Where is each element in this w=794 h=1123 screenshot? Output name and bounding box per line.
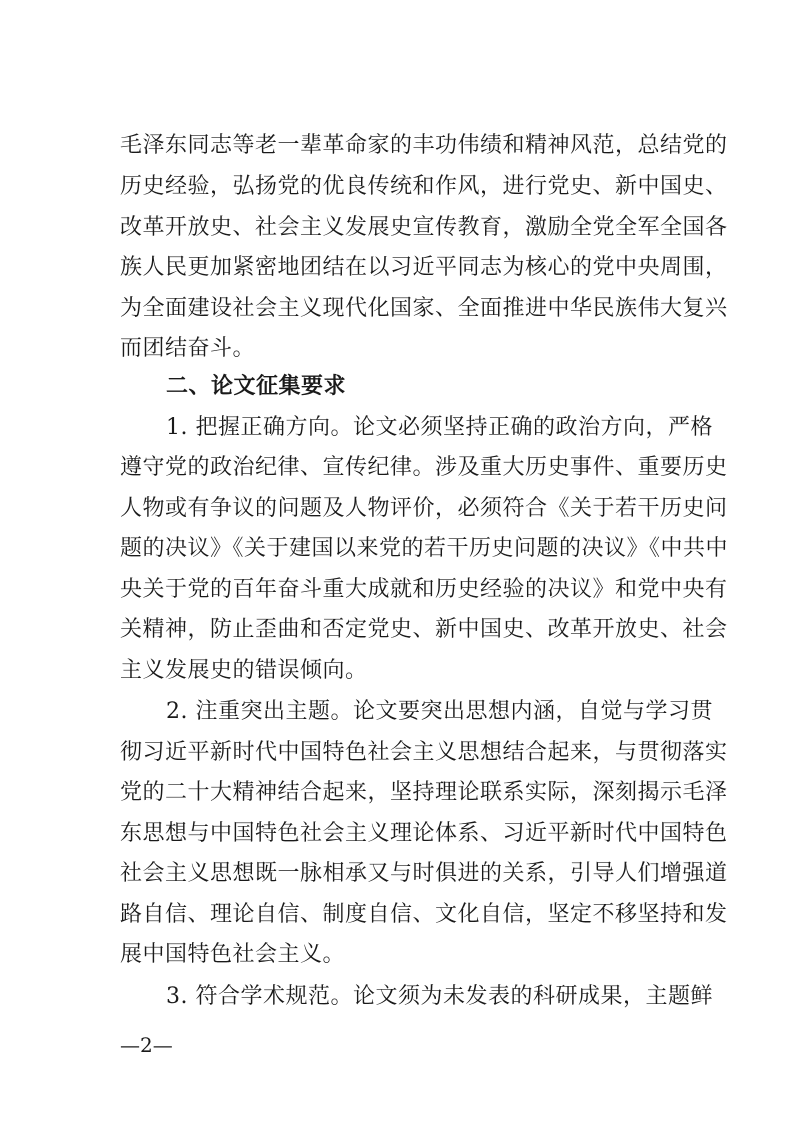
paragraph-line: 历史经验，弘扬党的优良传统和作风，进行党史、新中国史、: [120, 174, 728, 199]
paragraph-line: 1. 把握正确方向。论文必须坚持正确的政治方向，严格: [166, 415, 713, 440]
paragraph-line: 遵守党的政治纪律、宣传纪律。涉及重大历史事件、重要历史: [120, 455, 728, 480]
paragraph-line: 而团结奋斗。: [120, 336, 256, 361]
paragraph-line: 展中国特色社会主义。: [120, 942, 346, 967]
paragraph-line: 3. 符合学术规范。论文须为未发表的科研成果，主题鲜: [166, 984, 713, 1009]
paragraph-line: 毛泽东同志等老一辈革命家的丰功伟绩和精神风范，总结党的: [120, 133, 728, 158]
paragraph-line: 为全面建设社会主义现代化国家、全面推进中华民族伟大复兴: [120, 296, 728, 321]
paragraph-line: 2. 注重突出主题。论文要突出思想内涵，自觉与学习贯: [166, 699, 713, 724]
paragraph-line: 改革开放史、社会主义发展史宣传教育，激励全党全军全国各: [120, 215, 728, 240]
paragraph-line: 党的二十大精神结合起来，坚持理论联系实际，深刻揭示毛泽: [120, 780, 728, 805]
paragraph-line: 彻习近平新时代中国特色社会主义思想结合起来，与贯彻落实: [120, 740, 728, 765]
paragraph-line: 主义发展史的错误倾向。: [120, 658, 368, 683]
paragraph-line: 关精神，防止歪曲和否定党史、新中国史、改革开放史、社会: [120, 617, 728, 642]
paragraph-line: 央关于党的百年奋斗重大成就和历史经验的决议》和党中央有: [120, 577, 728, 602]
paragraph-line: 族人民更加紧密地团结在以习近平同志为核心的党中央周围，: [120, 255, 728, 280]
paragraph-line: 路自信、理论自信、制度自信、文化自信，坚定不移坚持和发: [120, 902, 728, 927]
paragraph-line: 东思想与中国特色社会主义理论体系、习近平新时代中国特色: [120, 821, 728, 846]
paragraph-line: 人物或有争议的问题及人物评价，必须符合《关于若干历史问: [120, 496, 728, 521]
section-heading: 二、论文征集要求: [166, 374, 347, 399]
page-number: —2—: [120, 1033, 173, 1057]
paragraph-line: 社会主义思想既一脉相承又与时俱进的关系，引导人们增强道: [120, 861, 728, 886]
paragraph-line: 题的决议》《关于建国以来党的若干历史问题的决议》《中共中: [120, 536, 729, 561]
